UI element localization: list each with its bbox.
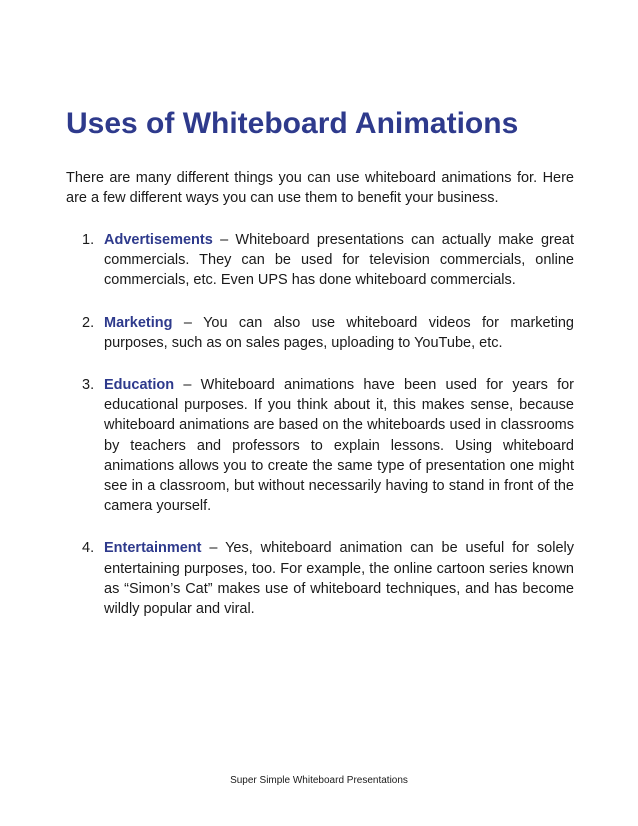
list-item-text: – Whiteboard animations have been used for years for educational purposes. If you think about it, this makes sense, because whiteboard animations are based on the whiteboards used in classrooms by teachers and professors to explain lessons. Using whiteboard animations allows you to create the same type of presentation one might see in a classroom, but without necessarily having to stand in front of the camera yourself. (104, 377, 574, 515)
list-item (66, 230, 574, 291)
list-item-term: Advertisements (104, 232, 213, 248)
list-item (66, 538, 574, 619)
list-item-number: 4. (82, 540, 95, 557)
list-item-term: Education (104, 377, 175, 394)
list-item-term: Marketing (104, 314, 173, 331)
list-item-term: Entertainment (104, 540, 202, 557)
list-item (66, 313, 574, 353)
uses-list (66, 230, 574, 641)
intro-paragraph: There are many different things you can use whiteboard animations for. Here are a few different ways you can use them to benefit your business. (66, 170, 574, 206)
list-item-number: 1. (82, 232, 95, 248)
list-item-text: – Whiteboard presentations can actually make great commercials. They can be used for television commercials, online commercials, etc. Even UPS has done whiteboard commercials. (104, 232, 574, 289)
list-item-text: – Yes, whiteboard animation can be useful for solely entertaining purposes, too. For example, the online cartoon series known as “Simon’s Cat” makes use of whiteboard techniques, and has become wildly popular and viral. (104, 540, 574, 618)
page-title: Uses of Whiteboard Animations (66, 107, 519, 140)
list-item-number: 3. (82, 377, 95, 394)
list-item (66, 375, 574, 516)
list-item-number: 2. (82, 314, 95, 331)
list-item-text: – You can also use whiteboard videos for marketing purposes, such as on sales pages, uploading to YouTube, etc. (104, 314, 574, 351)
page-footer: Super Simple Whiteboard Presentations (230, 775, 408, 786)
